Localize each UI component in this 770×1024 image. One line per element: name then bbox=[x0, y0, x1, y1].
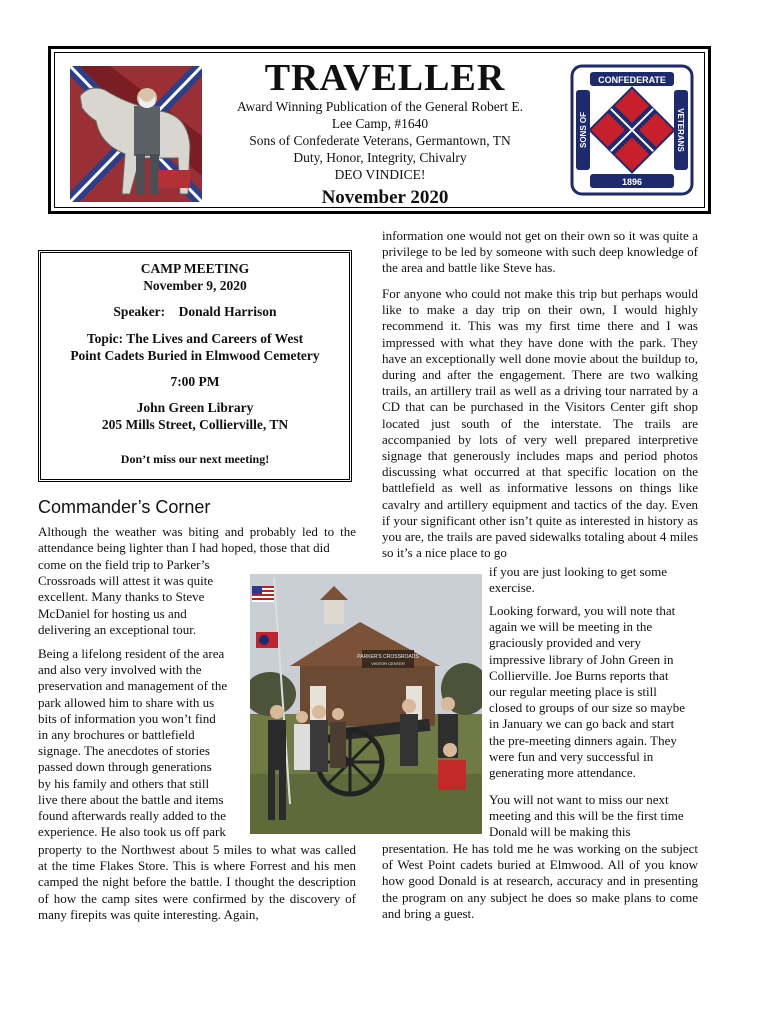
visitor-center-sign-line: PARKER'S CROSSROADS bbox=[357, 654, 419, 660]
article-wrapped-text: Looking forward, you will note that again we will be meeting in the graciously provided and very impressive library of John Green in Collierville. Joe Burns reports that our regular meeting place is still closed to groups of our size so maybe in January we can go back and start the pre-meeting dinners again. They were fun and very successful in generating more attendance. bbox=[489, 603, 686, 781]
meeting-heading: CAMP MEETING bbox=[140, 261, 250, 276]
speaker-name: Donald Harrison bbox=[178, 304, 277, 319]
meeting-date: November 9, 2020 bbox=[143, 278, 247, 293]
subtitle-line: DEO VINDICE! bbox=[334, 167, 426, 182]
subtitle-line: Sons of Confederate Veterans, Germantown, TN bbox=[249, 133, 511, 148]
badge-left-text: SONS OF bbox=[579, 111, 588, 149]
article-wrapped-text: if you are just looking to get some exercise. bbox=[489, 564, 668, 596]
meeting-topic-line: Topic: The Lives and Careers of West bbox=[86, 331, 304, 346]
badge-right-text: VETERANS bbox=[676, 108, 685, 152]
subtitle-line: Lee Camp, #1640 bbox=[331, 116, 429, 131]
scv-badge-logo bbox=[570, 64, 694, 196]
meeting-time: 7:00 PM bbox=[170, 374, 220, 389]
meeting-address: 205 Mills Street, Collierville, TN bbox=[101, 417, 289, 432]
meeting-topic-line: Point Cadets Buried in Elmwood Cemetery bbox=[70, 348, 320, 363]
article-wrapped-text: Being a lifelong resident of the area and also very involved with the preservation and management of the park allowed him to share with us bits of information you won’t find in any brochures or battlefield signage. The anecdotes of stories passed down through generations by his family and others that still live there about the battle and items found afterwards really added to the experience. He also took us off park bbox=[38, 646, 228, 840]
subtitle-line: Duty, Honor, Integrity, Chivalry bbox=[293, 150, 467, 165]
article-paragraph: Although the weather was biting and probably led to the attendance being lighter than I had hoped, those that did bbox=[38, 524, 356, 556]
subtitle-line: Award Winning Publication of the General Robert E. bbox=[237, 99, 523, 114]
badge-top-text: CONFEDERATE bbox=[598, 75, 666, 85]
issue-date: November 2020 bbox=[321, 187, 449, 208]
article-heading: Commander’s Corner bbox=[38, 497, 211, 517]
meeting-venue: John Green Library bbox=[136, 400, 254, 415]
parkers-crossroads-group-photo bbox=[250, 574, 482, 834]
article-paragraph: information one would not get on their own so it was quite a privilege to be led by someone with such deep knowledge of the area and battle like Steve has. bbox=[382, 228, 698, 276]
article-paragraph: For anyone who could not make this trip but perhaps would like to make a day trip on their own, I would highly recommend it. This was my first time there and I was impressed with what they have done with the park. They have an exceptionally well done movie about the buildup to, during and after the engagement. There are two walking trails, an artillery trail as well as a driving tour narrated by a CD that can be purchased in the Visitors Center gift shop located just south of the interstate. The trails are accompanied by lots of very well prepared interpretive signage that generously includes maps and period photos discussing what occurred at that specific location on the battlefield as well as informative lessons on things like cavalry and artillery equipment and tactics of the day. Even if your significant other isn’t quite as interested in history as you are, the trails are paved sidewalks totaling about 4 miles so it’s a nice place to go bbox=[382, 286, 698, 561]
article-wrapped-text: come on the field trip to Parker’s Crossroads will attest it was quite excellent. Many thanks to Steve McDaniel for hosting us and delivering an exceptional tour. bbox=[38, 557, 214, 637]
article-wrapped-text: You will not want to miss our next meeting and this will be the first time Donald will be making this bbox=[489, 792, 684, 840]
newsletter-title: TRAVELLER bbox=[264, 57, 506, 99]
meeting-reminder: Don’t miss our next meeting! bbox=[120, 452, 270, 466]
visitor-center-sign-line: VISITOR CENTER bbox=[371, 661, 405, 666]
article-paragraph: presentation. He has told me he was working on the subject of West Point cadets buried at Elmwood. All of you know how good Donald is at research, accuracy and in presenting the program on any subject he does so make plans to come and bring a guest. bbox=[382, 841, 698, 921]
article-paragraph: property to the Northwest about 5 miles to what was called at the time Flakes Store. This is where Forrest and his men camped the night before the battle. I thought the description of how the camp sites were confirmed by the discovery of many firepits was quite interesting. Again, bbox=[38, 842, 356, 922]
meeting-speaker bbox=[38, 303, 352, 320]
badge-bottom-text: 1896 bbox=[621, 177, 643, 187]
speaker-label: Speaker: bbox=[113, 304, 166, 319]
